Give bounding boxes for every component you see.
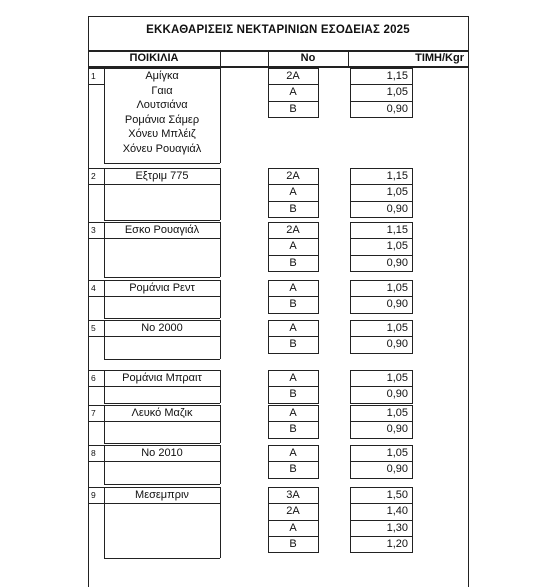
price-box-top (350, 68, 413, 69)
grade-box-right (318, 84, 319, 100)
variety-name: Ρομάνια Ρεντ (129, 282, 195, 294)
variety-name: Χόνευ Μπλέιζ (128, 128, 196, 140)
grade-box-right (318, 101, 319, 117)
variety-name: Εσκο Ρουαγιάλ (124, 224, 200, 236)
variety-right (220, 222, 221, 277)
document-title: ΕΚΚΑΘΑΡΙΣΕΙΣ ΝΕΚΤΑΡΙΝΙΩΝ ΕΣΟΔΕΙΑΣ 2025 (146, 24, 410, 36)
price-value: 0,90 (386, 338, 408, 351)
grade-box-right (318, 520, 319, 536)
row-line (88, 421, 104, 422)
grade-box-right (318, 238, 319, 254)
price-value: 0,90 (386, 423, 408, 436)
row-line (88, 168, 104, 169)
variety-top (104, 405, 220, 406)
variety-name-underline (104, 184, 220, 185)
row-line (88, 238, 104, 239)
price-value: 0,90 (386, 298, 408, 311)
grade-box-top (268, 101, 319, 102)
grade-box-right (318, 487, 319, 503)
price-box-top (350, 238, 413, 239)
grade-box-right (318, 168, 319, 184)
grade-box-top (268, 405, 319, 406)
variety-name-underline (104, 336, 220, 337)
grade-value: Β (289, 202, 297, 215)
variety-top (104, 445, 220, 446)
price-value: 1,30 (386, 521, 408, 534)
variety-right (220, 320, 221, 359)
row-number: 4 (91, 283, 96, 293)
price-box-right (412, 421, 413, 437)
grade-value: Β (289, 463, 297, 476)
price-box-right (412, 386, 413, 402)
price-value: 1,15 (386, 170, 408, 182)
grade-value: 3Α (286, 489, 300, 501)
variety-right (220, 68, 221, 163)
price-value: 1,20 (386, 537, 408, 550)
price-box-top (350, 503, 413, 504)
grade-value: Β (289, 423, 297, 436)
grade-box-top (268, 320, 319, 321)
grade-value: Α (289, 521, 297, 534)
header-price: ΤΙΜΗ/Kgr (415, 52, 464, 64)
variety-bottom (104, 220, 220, 221)
price-box-top (350, 101, 413, 102)
grade-value: Α (289, 240, 297, 253)
grade-value: Β (289, 537, 297, 550)
price-box-top (350, 255, 413, 256)
row-number: 9 (91, 490, 96, 500)
price-value: 1,05 (386, 322, 408, 334)
variety-top (104, 68, 220, 69)
grade-box-top (268, 255, 319, 256)
price-box-top (350, 421, 413, 422)
variety-top (104, 487, 220, 488)
grade-value: 2Α (286, 224, 300, 236)
grade-box-right (318, 536, 319, 552)
row-line (88, 68, 104, 69)
table-border-top (88, 16, 469, 17)
row-line (88, 84, 104, 85)
price-box-top (350, 84, 413, 85)
price-value: 1,50 (386, 489, 408, 501)
row-number: 6 (91, 373, 96, 383)
grade-value: Α (289, 372, 297, 384)
price-value: 0,90 (386, 388, 408, 401)
price-box-top (350, 201, 413, 202)
price-box-bottom (350, 217, 413, 218)
price-box-right (412, 336, 413, 352)
grade-box-top (268, 386, 319, 387)
row-line (88, 184, 104, 185)
variety-name: Αμίγκα (145, 70, 179, 82)
grade-box-right (318, 405, 319, 421)
variety-bottom (104, 318, 220, 319)
price-box-top (350, 296, 413, 297)
variety-name: Ρομάνια Σάμερ (124, 113, 200, 126)
grade-value: Β (289, 298, 297, 311)
grade-box-right (318, 421, 319, 437)
variety-name: Λουτσιάνα (136, 99, 188, 111)
variety-name: Μεσεμπριν (135, 489, 189, 501)
variety-bottom (104, 163, 220, 164)
price-box-top (350, 370, 413, 371)
grade-box-right (318, 461, 319, 477)
variety-name: Νο 2010 (141, 447, 183, 459)
price-box-bottom (350, 552, 413, 553)
grade-box-top (268, 503, 319, 504)
grade-box-right (318, 184, 319, 200)
variety-top (104, 320, 220, 321)
variety-name: Εξτριμ 775 (135, 170, 189, 182)
price-box-top (350, 222, 413, 223)
price-value: 1,05 (386, 86, 408, 99)
variety-bottom (104, 443, 220, 444)
grade-box-bottom (268, 353, 319, 354)
price-box-right (412, 320, 413, 336)
variety-name-underline (104, 238, 220, 239)
price-value: 0,90 (386, 202, 408, 215)
price-value: 0,90 (386, 463, 408, 476)
variety-name: Χόνευ Ρουαγιάλ (122, 142, 202, 155)
price-value: 1,15 (386, 224, 408, 236)
grade-box-top (268, 487, 319, 488)
price-box-top (350, 461, 413, 462)
grade-box-top (268, 445, 319, 446)
price-box-right (412, 520, 413, 536)
row-line (88, 461, 104, 462)
price-value: 1,40 (386, 505, 408, 518)
row-line (88, 370, 104, 371)
variety-name-underline (104, 296, 220, 297)
price-box-right (412, 84, 413, 100)
grade-box-bottom (268, 271, 319, 272)
price-box-bottom (350, 438, 413, 439)
price-box-right (412, 536, 413, 552)
price-box-right (412, 201, 413, 217)
price-box-right (412, 238, 413, 254)
variety-name: Γαια (151, 84, 173, 97)
grade-box-top (268, 536, 319, 537)
price-box-bottom (350, 313, 413, 314)
price-box-right (412, 222, 413, 238)
price-value: 1,05 (386, 407, 408, 419)
grade-box-top (268, 421, 319, 422)
grade-box-right (318, 280, 319, 296)
price-box-top (350, 536, 413, 537)
row-line (88, 296, 104, 297)
price-value: 1,15 (386, 70, 408, 82)
price-box-right (412, 296, 413, 312)
row-number: 1 (91, 71, 96, 81)
price-value: 1,05 (386, 282, 408, 294)
variety-right (220, 487, 221, 558)
price-value: 1,05 (386, 240, 408, 253)
grade-box-bottom (268, 552, 319, 553)
grade-value: 2Α (286, 70, 300, 82)
grade-box-top (268, 238, 319, 239)
variety-right (220, 405, 221, 443)
grade-box-top (268, 461, 319, 462)
grade-box-right (318, 336, 319, 352)
grade-value: 2Α (286, 170, 300, 182)
grade-box-right (318, 68, 319, 84)
variety-name-underline (104, 503, 220, 504)
price-box-right (412, 503, 413, 519)
price-value: 1,05 (386, 447, 408, 459)
row-line (88, 280, 104, 281)
row-number: 5 (91, 323, 96, 333)
variety-name: Λευκό Μαζικ (131, 407, 193, 419)
grade-box-right (318, 445, 319, 461)
grade-value: Α (289, 282, 297, 294)
grade-value: Β (289, 388, 297, 401)
grade-value: 2Α (286, 505, 300, 518)
grade-value: Α (289, 186, 297, 199)
row-line (88, 445, 104, 446)
grade-box-top (268, 84, 319, 85)
price-box-right (412, 461, 413, 477)
price-box-right (412, 405, 413, 421)
price-box-top (350, 168, 413, 169)
price-box-bottom (350, 117, 413, 118)
header-variety: ΠΟΙΚΙΛΙΑ (129, 52, 179, 64)
price-box-top (350, 520, 413, 521)
price-value: 0,90 (386, 102, 408, 115)
variety-name: Ρομάνια Μπραιτ (122, 372, 202, 384)
variety-bottom (104, 277, 220, 278)
variety-bottom (104, 484, 220, 485)
grade-value: Β (289, 256, 297, 269)
variety-name: Νο 2000 (141, 322, 183, 334)
row-line (88, 336, 104, 337)
price-box-right (412, 487, 413, 503)
grade-value: Α (289, 322, 297, 334)
grade-box-top (268, 201, 319, 202)
price-box-bottom (350, 478, 413, 479)
price-box-bottom (350, 353, 413, 354)
price-box-right (412, 445, 413, 461)
grade-box-top (268, 168, 319, 169)
grade-box-right (318, 320, 319, 336)
table-border-left (88, 16, 89, 587)
variety-right (220, 280, 221, 318)
price-box-top (350, 184, 413, 185)
variety-bottom (104, 359, 220, 360)
row-number: 7 (91, 408, 96, 418)
price-box-right (412, 168, 413, 184)
price-box-top (350, 320, 413, 321)
row-line (88, 320, 104, 321)
price-box-right (412, 184, 413, 200)
grade-box-bottom (268, 403, 319, 404)
grade-box-right (318, 222, 319, 238)
grade-box-top (268, 296, 319, 297)
grade-value: Α (289, 447, 297, 459)
grade-box-right (318, 503, 319, 519)
grade-box-bottom (268, 438, 319, 439)
price-box-top (350, 445, 413, 446)
header-grade: No (300, 52, 316, 64)
row-line (88, 487, 104, 488)
price-box-right (412, 255, 413, 271)
grade-box-bottom (268, 313, 319, 314)
grade-box-top (268, 68, 319, 69)
variety-right (220, 370, 221, 403)
price-box-bottom (350, 271, 413, 272)
price-value: 1,05 (386, 372, 408, 384)
variety-name-underline (104, 421, 220, 422)
grade-value: Β (289, 102, 297, 115)
price-box-right (412, 101, 413, 117)
price-box-top (350, 336, 413, 337)
price-box-right (412, 370, 413, 386)
table-border-right (468, 16, 469, 587)
variety-name-underline (104, 386, 220, 387)
grade-value: Α (289, 86, 297, 99)
grade-box-top (268, 280, 319, 281)
row-number: 3 (91, 225, 96, 235)
grade-box-bottom (268, 478, 319, 479)
grade-box-top (268, 336, 319, 337)
row-number: 2 (91, 171, 96, 181)
variety-bottom (104, 558, 220, 559)
price-box-right (412, 280, 413, 296)
grade-box-bottom (268, 217, 319, 218)
grade-box-top (268, 222, 319, 223)
variety-top (104, 168, 220, 169)
row-line (88, 405, 104, 406)
grade-box-right (318, 201, 319, 217)
variety-top (104, 280, 220, 281)
grade-box-top (268, 184, 319, 185)
price-box-top (350, 280, 413, 281)
grade-box-right (318, 370, 319, 386)
grade-box-right (318, 296, 319, 312)
grade-value: Α (289, 407, 297, 419)
variety-top (104, 222, 220, 223)
variety-right (220, 168, 221, 220)
price-box-top (350, 386, 413, 387)
grade-box-right (318, 255, 319, 271)
grade-box-right (318, 386, 319, 402)
grade-box-bottom (268, 117, 319, 118)
grade-box-top (268, 370, 319, 371)
price-box-top (350, 487, 413, 488)
price-value: 1,05 (386, 186, 408, 199)
row-line (88, 386, 104, 387)
grade-box-top (268, 520, 319, 521)
header-sep-price-left (348, 50, 349, 66)
variety-name-underline (104, 461, 220, 462)
variety-top (104, 370, 220, 371)
variety-bottom (104, 403, 220, 404)
price-box-right (412, 68, 413, 84)
row-line (88, 222, 104, 223)
price-box-top (350, 405, 413, 406)
price-value: 0,90 (386, 256, 408, 269)
grade-value: Β (289, 338, 297, 351)
header-sep-variety (220, 50, 221, 66)
price-box-bottom (350, 403, 413, 404)
row-number: 8 (91, 448, 96, 458)
variety-right (220, 445, 221, 484)
row-line (88, 503, 104, 504)
